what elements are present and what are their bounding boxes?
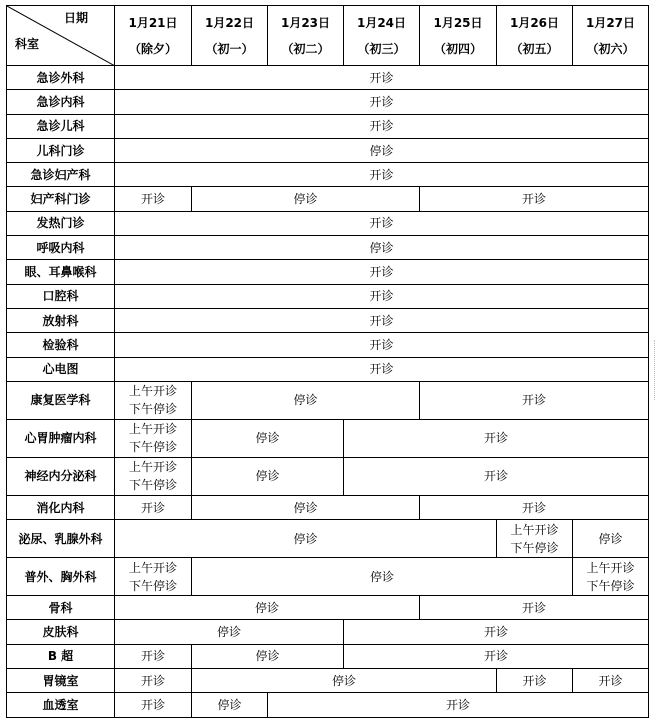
date-day: 1月22日 xyxy=(204,15,255,30)
corner-dept-label: 科室 xyxy=(15,37,40,51)
status-text: 开诊 xyxy=(598,673,623,688)
dept-name: 放射科 xyxy=(7,308,115,332)
status-text: 停诊 xyxy=(254,600,279,615)
status-cell xyxy=(192,187,420,211)
date-lunar: （初三） xyxy=(357,41,406,56)
date-lunar: （初二） xyxy=(281,41,330,56)
status-cell xyxy=(344,620,649,644)
status-text: 开诊 xyxy=(140,649,165,664)
status-text: 开诊 xyxy=(369,313,394,328)
status-text: 上午开诊 xyxy=(510,522,559,537)
dept-name: 发热门诊 xyxy=(7,211,115,235)
status-text: 停诊 xyxy=(255,431,280,446)
status-text: 开诊 xyxy=(369,216,394,231)
dept-name: 消化内科 xyxy=(7,495,115,519)
table-row xyxy=(7,114,649,138)
status-text: 开诊 xyxy=(483,431,508,446)
date-lunar: （初四） xyxy=(433,41,482,56)
status-cell xyxy=(115,260,649,284)
status-cell xyxy=(344,419,649,457)
status-cell xyxy=(115,457,192,495)
status-cell xyxy=(115,644,192,668)
table-row xyxy=(7,644,649,668)
status-text: 上午开诊 xyxy=(586,560,635,575)
dept-name: 神经内分泌科 xyxy=(7,457,115,495)
dept-name: 急诊外科 xyxy=(7,66,115,90)
date-header-2 xyxy=(268,6,344,66)
status-text: 停诊 xyxy=(293,192,318,207)
status-text: 上午开诊 xyxy=(128,460,177,475)
status-text: 下午停诊 xyxy=(586,578,635,593)
status-text: 下午停诊 xyxy=(128,578,177,593)
schedule-body xyxy=(7,66,649,718)
date-header-6 xyxy=(573,6,649,66)
status-cell xyxy=(115,333,649,357)
dept-name: 儿科门诊 xyxy=(7,138,115,162)
status-text: 停诊 xyxy=(255,649,280,664)
status-text: 下午停诊 xyxy=(128,478,177,493)
status-text: 开诊 xyxy=(369,337,394,352)
status-cell xyxy=(192,457,344,495)
status-text: 开诊 xyxy=(369,119,394,134)
status-text: 开诊 xyxy=(369,70,394,85)
status-text: 停诊 xyxy=(369,143,394,158)
date-day: 1月23日 xyxy=(280,15,331,30)
status-cell xyxy=(268,693,649,717)
table-row xyxy=(7,693,649,717)
status-text: 开诊 xyxy=(140,192,165,207)
status-cell xyxy=(115,284,649,308)
status-text: 停诊 xyxy=(369,240,394,255)
table-row xyxy=(7,90,649,114)
status-text: 开诊 xyxy=(521,192,546,207)
table-row xyxy=(7,620,649,644)
date-day: 1月24日 xyxy=(356,15,407,30)
status-cell xyxy=(573,558,649,596)
status-cell xyxy=(420,596,649,620)
table-row xyxy=(7,236,649,260)
dept-name: 检验科 xyxy=(7,333,115,357)
date-lunar: （初五） xyxy=(510,41,559,56)
status-text: 上午开诊 xyxy=(128,384,177,399)
status-text: 停诊 xyxy=(217,697,242,712)
status-text: 开诊 xyxy=(140,673,165,688)
status-text: 停诊 xyxy=(293,531,318,546)
status-cell xyxy=(192,669,497,693)
status-cell xyxy=(115,693,192,717)
status-cell xyxy=(192,644,344,668)
date-day: 1月25日 xyxy=(433,15,483,30)
table-row xyxy=(7,520,649,558)
status-cell xyxy=(192,419,344,457)
dept-name: 眼、耳鼻喉科 xyxy=(7,260,115,284)
table-row xyxy=(7,284,649,308)
dept-name: 急诊内科 xyxy=(7,90,115,114)
dept-name: 心胃肿瘤内科 xyxy=(7,419,115,457)
dept-name: 急诊儿科 xyxy=(7,114,115,138)
table-row xyxy=(7,138,649,162)
status-text: 开诊 xyxy=(483,649,508,664)
status-text: 开诊 xyxy=(483,625,508,640)
status-cell xyxy=(573,520,649,558)
status-cell xyxy=(115,163,649,187)
table-row xyxy=(7,211,649,235)
dept-name: 血透室 xyxy=(7,693,115,717)
status-text: 停诊 xyxy=(255,469,280,484)
status-cell xyxy=(115,381,192,419)
table-row xyxy=(7,457,649,495)
date-header-3 xyxy=(344,6,420,66)
status-text: 开诊 xyxy=(521,500,546,515)
table-row xyxy=(7,669,649,693)
status-text: 停诊 xyxy=(293,393,318,408)
date-lunar: （初一） xyxy=(205,41,254,56)
status-text: 停诊 xyxy=(216,625,241,640)
table-row xyxy=(7,260,649,284)
date-header-5 xyxy=(497,6,573,66)
dept-name: 妇产科门诊 xyxy=(7,187,115,211)
table-row xyxy=(7,419,649,457)
dept-name: 皮肤科 xyxy=(7,620,115,644)
status-text: 下午停诊 xyxy=(128,402,177,417)
corner-cell xyxy=(7,6,115,66)
status-cell xyxy=(192,693,268,717)
table-row xyxy=(7,357,649,381)
status-cell xyxy=(115,495,192,519)
status-text: 停诊 xyxy=(598,531,623,546)
dept-name: 泌尿、乳腺外科 xyxy=(7,520,115,558)
date-header-4 xyxy=(420,6,497,66)
table-row xyxy=(7,558,649,596)
date-day: 1月21日 xyxy=(128,15,178,30)
date-header-0 xyxy=(115,6,192,66)
table-row xyxy=(7,163,649,187)
status-text: 停诊 xyxy=(293,500,318,515)
status-cell xyxy=(115,66,649,90)
status-text: 停诊 xyxy=(331,673,356,688)
status-text: 开诊 xyxy=(445,697,470,712)
status-cell xyxy=(192,558,573,596)
dept-name: 心电图 xyxy=(7,357,115,381)
dept-name: 普外、胸外科 xyxy=(7,558,115,596)
status-cell xyxy=(344,644,649,668)
status-cell xyxy=(115,187,192,211)
table-row xyxy=(7,66,649,90)
status-text: 开诊 xyxy=(483,469,508,484)
status-cell xyxy=(497,520,573,558)
status-cell xyxy=(344,457,649,495)
schedule-table xyxy=(6,5,649,718)
status-cell xyxy=(115,90,649,114)
header-row xyxy=(7,6,649,66)
status-text: 开诊 xyxy=(521,393,546,408)
status-cell xyxy=(115,669,192,693)
date-lunar: （除夕） xyxy=(128,41,177,56)
dept-name: 骨科 xyxy=(7,596,115,620)
table-row xyxy=(7,308,649,332)
status-cell xyxy=(192,381,420,419)
status-text: 开诊 xyxy=(369,265,394,280)
status-cell xyxy=(115,308,649,332)
dept-name: 急诊妇产科 xyxy=(7,163,115,187)
dept-name: 口腔科 xyxy=(7,284,115,308)
status-cell xyxy=(573,669,649,693)
page-edge-marker xyxy=(650,340,655,400)
table-row xyxy=(7,495,649,519)
status-cell xyxy=(115,114,649,138)
status-text: 开诊 xyxy=(369,94,394,109)
status-text: 上午开诊 xyxy=(128,422,177,437)
status-text: 下午停诊 xyxy=(510,540,559,555)
status-cell xyxy=(115,211,649,235)
status-cell xyxy=(115,236,649,260)
table-row xyxy=(7,381,649,419)
status-cell xyxy=(115,520,497,558)
date-header-1 xyxy=(192,6,268,66)
status-cell xyxy=(420,381,649,419)
status-cell xyxy=(420,187,649,211)
table-row xyxy=(7,596,649,620)
dept-name: B 超 xyxy=(7,644,115,668)
status-text: 开诊 xyxy=(140,697,165,712)
status-cell xyxy=(115,138,649,162)
status-cell xyxy=(192,495,420,519)
status-cell xyxy=(115,596,420,620)
status-cell xyxy=(497,669,573,693)
status-text: 开诊 xyxy=(521,600,546,615)
status-text: 开诊 xyxy=(522,673,547,688)
status-text: 停诊 xyxy=(369,569,394,584)
status-text: 上午开诊 xyxy=(128,560,177,575)
status-text: 下午停诊 xyxy=(128,440,177,455)
date-day: 1月27日 xyxy=(585,15,636,30)
dept-name: 康复医学科 xyxy=(7,381,115,419)
status-text: 开诊 xyxy=(140,500,165,515)
status-cell xyxy=(115,558,192,596)
status-cell xyxy=(115,620,344,644)
status-text: 开诊 xyxy=(369,362,394,377)
date-lunar: （初六） xyxy=(586,41,635,56)
status-cell xyxy=(420,495,649,519)
status-cell xyxy=(115,357,649,381)
dept-name: 呼吸内科 xyxy=(7,236,115,260)
corner-date-label: 日期 xyxy=(63,11,88,25)
status-cell xyxy=(115,419,192,457)
dept-name: 胃镜室 xyxy=(7,669,115,693)
table-row xyxy=(7,333,649,357)
status-text: 开诊 xyxy=(369,289,394,304)
table-row xyxy=(7,187,649,211)
date-day: 1月26日 xyxy=(509,15,560,30)
status-text: 开诊 xyxy=(369,167,394,182)
